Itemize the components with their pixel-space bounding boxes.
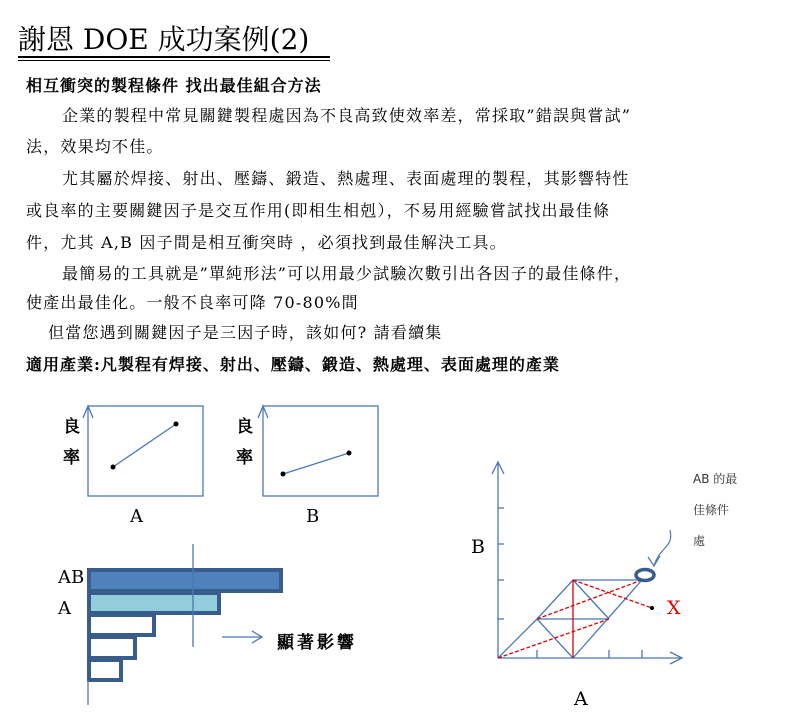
data-point (281, 472, 286, 477)
bar (89, 660, 121, 680)
simplex-triangles (498, 580, 642, 658)
applicable-industries: 適用產業:凡製程有焊接、射出、壓鑄、鍛造、熱處理、表面處理的產業 (26, 355, 560, 374)
page-title: 謝恩 DOE 成功案例(2) (18, 23, 310, 56)
paragraph-line: 最簡易的工具就是”單純形法”可以用最少試驗次數引出各因子的最佳條件， (62, 264, 632, 283)
curved-arrow-icon (648, 530, 671, 566)
simplex-axes (492, 462, 682, 664)
data-point (347, 451, 352, 456)
yield-label: 良 (236, 417, 253, 437)
best-condition-note: 佳條件 (693, 503, 730, 517)
paragraph-line: 法，效果均不佳。 (26, 137, 164, 156)
bar-label-a: A (58, 598, 71, 619)
bar-a (89, 593, 219, 613)
yield-label: 良 (63, 417, 80, 437)
chart-a (83, 406, 203, 496)
bar-label-ab: AB (58, 567, 85, 588)
paragraph-line: 件，尤其 A,B 因子間是相互衝突時 ，必須找到最佳解決工具。 (26, 233, 507, 252)
arrow-right-icon (222, 631, 262, 643)
yield-label: 率 (63, 448, 80, 468)
paragraph-line: 企業的製程中常見關鍵製程處因為不良高致使效率差，常採取”錯誤與嘗試” (62, 106, 632, 125)
bar (89, 615, 154, 635)
pareto-chart (89, 570, 281, 680)
bar-ab (89, 570, 281, 591)
section-heading: 相互衝突的製程條件 找出最佳組合方法 (26, 76, 322, 95)
simplex-x-label: A (574, 688, 588, 710)
rejected-x-label: X (667, 597, 681, 619)
paragraph-line: 但當您遇到關鍵因子是三因子時，該如何? 請看續集 (48, 323, 443, 342)
yield-label: 率 (236, 448, 253, 468)
rejected-point (650, 606, 654, 610)
chart-b (258, 406, 378, 496)
paragraph-line: 使產出最佳化。一般不良率可降 70-80%間 (26, 293, 359, 312)
paragraph-line: 尤其屬於焊接、射出、壓鑄、鍛造、熱處理、表面處理的製程，其影響特性 (62, 169, 630, 188)
chart-b-label: B (306, 506, 320, 527)
data-point (111, 465, 116, 470)
paragraph-line: 或良率的主要關鍵因子是交互作用(即相生相剋），不易用經驗嘗試找出最佳條 (26, 201, 611, 220)
best-condition-note: AB 的最 (693, 472, 738, 486)
best-point-marker (636, 570, 654, 581)
chart-a-label: A (130, 506, 143, 527)
best-condition-note: 處 (693, 534, 706, 548)
simplex-y-label: B (471, 536, 485, 558)
significant-label: 顯著影響 (277, 633, 357, 653)
bar (89, 637, 135, 658)
data-point (174, 422, 179, 427)
